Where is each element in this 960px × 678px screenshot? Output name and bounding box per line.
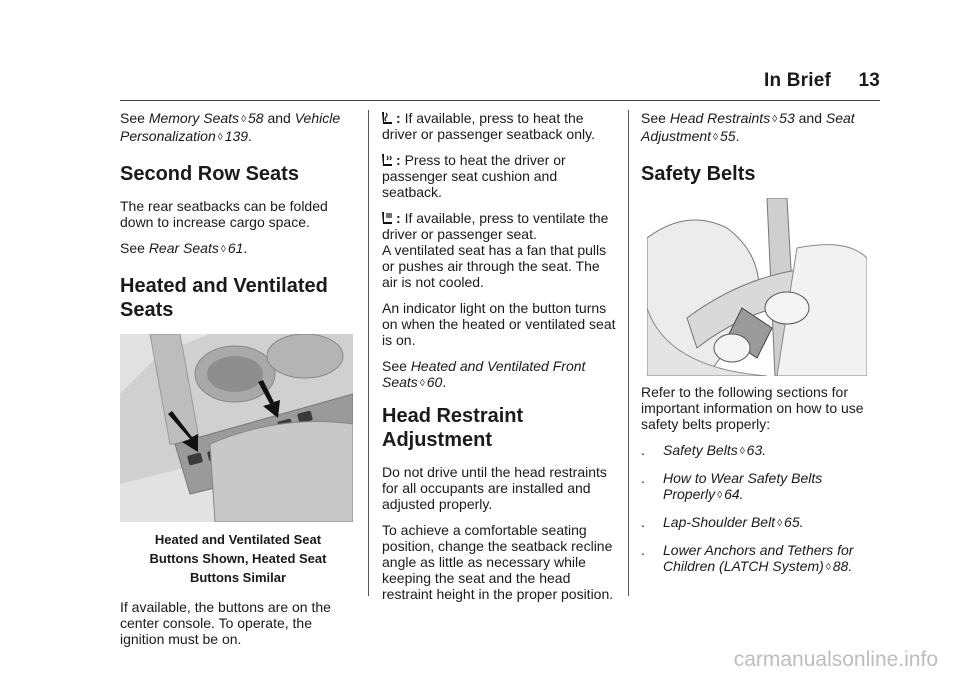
refer-text: Refer to the following sections for important information on how to use safety belts properly:	[641, 384, 864, 432]
indicator-text: An indicator light on the button turns on when the heated or ventilated seat is on.	[382, 300, 616, 348]
heated-seatback-icon	[382, 111, 394, 125]
head-restraint-text-1: Do not drive until the head restraints for all occupants are installed and adjusted properly.	[382, 464, 607, 512]
page-ref-icon: ◊	[419, 378, 425, 389]
rear-seats-link[interactable]: Rear Seats	[148, 240, 219, 256]
ventilated-seat-icon	[382, 211, 394, 225]
center-console-illustration	[120, 334, 353, 522]
vehicle-personalization-link[interactable]: Vehicle Personalization	[120, 110, 341, 144]
heading-heated-ventilated-seats: Heated and Ventilated Seats	[120, 275, 328, 321]
cushion-heat-item: : Press to heat the driver or passenger seat cushion and seatback.	[382, 152, 566, 200]
heading-second-row-seats: Second Row Seats	[120, 163, 299, 185]
page-header	[120, 70, 880, 98]
heated-seat-cushion-icon	[382, 153, 394, 167]
how-to-wear-link[interactable]: How to Wear Safety Belts Properly	[663, 470, 823, 502]
header-page-number: 13	[858, 70, 880, 91]
memory-seats-link[interactable]: Memory Seats	[148, 110, 240, 126]
seat-adjustment-link[interactable]: Seat Adjustment	[641, 110, 855, 144]
column-1	[120, 110, 356, 657]
page-ref-icon: ◊	[220, 244, 226, 255]
header-section: In Brief	[763, 70, 832, 91]
page-ref-icon: ◊	[772, 114, 778, 125]
page-ref-icon: ◊	[713, 132, 718, 143]
column-3	[641, 110, 877, 586]
page-ref-icon: ◊	[777, 518, 783, 529]
seatback-heat-item: : If available, press to heat the driver or passenger seatback only.	[382, 110, 595, 142]
heated-front-seats-link[interactable]: Heated and Ventilated Front Seats	[382, 358, 586, 390]
column-divider-2	[628, 110, 629, 596]
column-2	[382, 110, 618, 612]
list-item: . Lower Anchors and Tethers for Children (LATCH System) ◊ 88.	[641, 542, 854, 574]
header-rule	[120, 100, 880, 101]
second-row-text: The rear seatbacks can be folded down to increase cargo space.	[120, 198, 328, 230]
page-ref-icon: ◊	[217, 132, 223, 143]
page-ref-icon: ◊	[825, 562, 831, 573]
rear-seats-ref: See Rear Seats ◊ 61.	[120, 240, 248, 256]
page-ref-icon: ◊	[739, 446, 745, 457]
heated-front-seats-ref: See Heated and Ventilated Front Seats ◊ 60.	[382, 358, 586, 390]
lap-shoulder-belt-link[interactable]: Lap-Shoulder Belt	[663, 514, 776, 530]
memory-seats-ref: See Memory Seats ◊ 58 and Vehicle Personalization ◊ 139.	[120, 110, 341, 144]
head-restraint-text-2: To achieve a comfortable seating position, change the seatback recline angle as little as necessary while keeping the seat and the head restraint height in the proper position.	[382, 522, 614, 602]
figure-caption: Heated and Ventilated Seat Buttons Shown, Heated Seat Buttons Similar	[149, 532, 327, 585]
watermark: carmanualsonline.info	[733, 648, 938, 671]
list-item: . How to Wear Safety Belts Properly ◊ 64.	[641, 470, 823, 502]
list-item: . Lap-Shoulder Belt ◊ 65.	[641, 514, 804, 530]
page-ref-icon: ◊	[717, 490, 723, 501]
head-restraints-link[interactable]: Head Restraints	[669, 110, 771, 126]
page-ref-icon: ◊	[241, 114, 247, 125]
header-title	[764, 70, 880, 92]
safety-belt-illustration	[647, 198, 867, 376]
list-item: . Safety Belts ◊ 63.	[641, 442, 767, 458]
console-text: If available, the buttons are on the center console. To operate, the ignition must be on.	[120, 599, 331, 647]
column-divider-1	[368, 110, 369, 596]
latch-system-link[interactable]: Lower Anchors and Tethers for Children (LATCH System)	[663, 542, 854, 574]
heading-head-restraint-adjustment: Head Restraint Adjustment	[382, 405, 524, 451]
safety-belts-link[interactable]: Safety Belts	[663, 442, 738, 458]
head-restraints-ref: See Head Restraints ◊ 53 and Seat Adjustment ◊ 55.	[641, 110, 855, 144]
heading-safety-belts: Safety Belts	[641, 163, 756, 185]
ventilate-item: : If available, press to ventilate the driver or passenger seat. A ventilated seat has a fan that pulls or pushes air through the seat. The air is not cooled.	[382, 210, 609, 290]
